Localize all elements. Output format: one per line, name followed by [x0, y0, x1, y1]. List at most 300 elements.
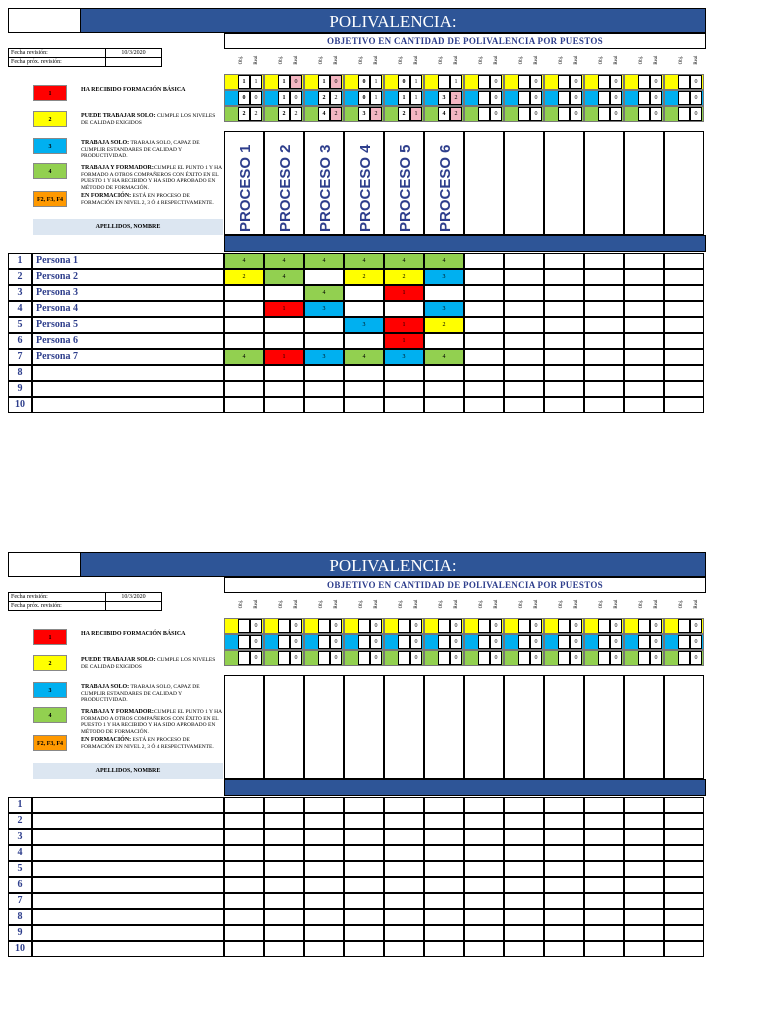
skill-level-cell[interactable] — [664, 925, 704, 941]
skill-level-cell[interactable] — [584, 381, 624, 397]
objective-obj-value[interactable]: 1 — [398, 91, 410, 105]
skill-level-cell[interactable] — [664, 909, 704, 925]
skill-level-cell[interactable] — [624, 925, 664, 941]
objective-obj-value[interactable] — [598, 75, 610, 89]
objective-obj-value[interactable] — [558, 635, 570, 649]
skill-level-cell[interactable] — [584, 909, 624, 925]
process-header-cell[interactable] — [544, 675, 584, 779]
skill-level-cell[interactable] — [264, 285, 304, 301]
skill-level-cell[interactable] — [544, 893, 584, 909]
objective-obj-value[interactable]: 1 — [278, 75, 290, 89]
skill-level-cell[interactable] — [384, 877, 424, 893]
skill-level-cell[interactable] — [304, 333, 344, 349]
skill-level-cell[interactable] — [304, 829, 344, 845]
skill-level-cell[interactable] — [424, 797, 464, 813]
skill-level-cell[interactable] — [624, 333, 664, 349]
skill-level-cell[interactable] — [384, 925, 424, 941]
skill-level-cell[interactable] — [344, 925, 384, 941]
skill-level-cell[interactable]: 2 — [424, 317, 464, 333]
process-header-cell[interactable] — [584, 675, 624, 779]
skill-level-cell[interactable] — [504, 397, 544, 413]
skill-level-cell[interactable] — [304, 925, 344, 941]
skill-level-cell[interactable] — [464, 845, 504, 861]
skill-level-cell[interactable] — [544, 845, 584, 861]
skill-level-cell[interactable] — [464, 301, 504, 317]
skill-level-cell[interactable] — [664, 253, 704, 269]
skill-level-cell[interactable] — [504, 925, 544, 941]
person-name[interactable] — [32, 829, 224, 845]
person-name[interactable] — [32, 909, 224, 925]
skill-level-cell[interactable] — [504, 797, 544, 813]
skill-level-cell[interactable] — [544, 301, 584, 317]
skill-level-cell[interactable] — [344, 877, 384, 893]
skill-level-cell[interactable] — [304, 269, 344, 285]
skill-level-cell[interactable]: 4 — [304, 285, 344, 301]
skill-level-cell[interactable] — [384, 829, 424, 845]
objective-obj-value[interactable] — [518, 651, 530, 665]
skill-level-cell[interactable] — [624, 941, 664, 957]
person-name[interactable] — [32, 845, 224, 861]
objective-obj-value[interactable] — [318, 651, 330, 665]
skill-level-cell[interactable] — [664, 829, 704, 845]
objective-obj-value[interactable]: 3 — [358, 107, 370, 121]
skill-level-cell[interactable] — [504, 349, 544, 365]
skill-level-cell[interactable] — [584, 301, 624, 317]
skill-level-cell[interactable] — [304, 877, 344, 893]
objective-obj-value[interactable]: 4 — [318, 107, 330, 121]
skill-level-cell[interactable] — [224, 893, 264, 909]
skill-level-cell[interactable] — [624, 269, 664, 285]
objective-obj-value[interactable]: 2 — [238, 107, 250, 121]
skill-level-cell[interactable] — [504, 285, 544, 301]
objective-obj-value[interactable] — [598, 107, 610, 121]
person-name[interactable] — [32, 893, 224, 909]
fecha-prox-revision-value[interactable] — [106, 602, 162, 611]
skill-level-cell[interactable] — [544, 317, 584, 333]
skill-level-cell[interactable] — [424, 893, 464, 909]
objective-obj-value[interactable]: 0 — [358, 75, 370, 89]
objective-obj-value[interactable] — [638, 107, 650, 121]
skill-level-cell[interactable] — [264, 861, 304, 877]
skill-level-cell[interactable] — [224, 797, 264, 813]
process-header-cell[interactable] — [384, 675, 424, 779]
skill-level-cell[interactable] — [504, 269, 544, 285]
objective-obj-value[interactable] — [598, 635, 610, 649]
skill-level-cell[interactable] — [224, 365, 264, 381]
process-header-cell[interactable] — [424, 131, 464, 235]
objective-obj-value[interactable]: 1 — [238, 75, 250, 89]
objective-obj-value[interactable] — [478, 635, 490, 649]
skill-level-cell[interactable] — [464, 797, 504, 813]
skill-level-cell[interactable] — [664, 941, 704, 957]
skill-level-cell[interactable] — [664, 349, 704, 365]
skill-level-cell[interactable] — [664, 877, 704, 893]
skill-level-cell[interactable] — [264, 397, 304, 413]
skill-level-cell[interactable] — [264, 925, 304, 941]
skill-level-cell[interactable] — [304, 941, 344, 957]
process-header-cell[interactable] — [664, 675, 704, 779]
skill-level-cell[interactable] — [624, 829, 664, 845]
skill-level-cell[interactable]: 1 — [384, 285, 424, 301]
objective-obj-value[interactable] — [678, 651, 690, 665]
process-header-cell[interactable] — [584, 131, 624, 235]
skill-level-cell[interactable] — [304, 365, 344, 381]
objective-obj-value[interactable] — [638, 619, 650, 633]
process-header-cell[interactable] — [304, 131, 344, 235]
skill-level-cell[interactable] — [584, 349, 624, 365]
skill-level-cell[interactable]: 4 — [264, 253, 304, 269]
skill-level-cell[interactable] — [464, 253, 504, 269]
person-name[interactable] — [32, 877, 224, 893]
skill-level-cell[interactable] — [424, 845, 464, 861]
process-header-cell[interactable] — [504, 131, 544, 235]
objective-obj-value[interactable] — [558, 91, 570, 105]
skill-level-cell[interactable] — [224, 813, 264, 829]
process-header-cell[interactable] — [224, 131, 264, 235]
objective-obj-value[interactable]: 0 — [238, 91, 250, 105]
skill-level-cell[interactable] — [544, 877, 584, 893]
skill-level-cell[interactable] — [464, 829, 504, 845]
process-header-cell[interactable] — [504, 675, 544, 779]
skill-level-cell[interactable] — [424, 861, 464, 877]
skill-level-cell[interactable] — [624, 861, 664, 877]
skill-level-cell[interactable] — [624, 397, 664, 413]
skill-level-cell[interactable] — [544, 381, 584, 397]
person-name[interactable]: Persona 7 — [32, 349, 224, 365]
skill-level-cell[interactable] — [344, 365, 384, 381]
skill-level-cell[interactable] — [544, 861, 584, 877]
skill-level-cell[interactable] — [664, 861, 704, 877]
skill-level-cell[interactable] — [344, 397, 384, 413]
skill-level-cell[interactable] — [544, 797, 584, 813]
skill-level-cell[interactable] — [264, 381, 304, 397]
skill-level-cell[interactable] — [544, 269, 584, 285]
skill-level-cell[interactable] — [664, 333, 704, 349]
skill-level-cell[interactable]: 2 — [384, 269, 424, 285]
skill-level-cell[interactable]: 3 — [304, 301, 344, 317]
person-name[interactable] — [32, 397, 224, 413]
skill-level-cell[interactable] — [424, 909, 464, 925]
skill-level-cell[interactable]: 4 — [224, 253, 264, 269]
skill-level-cell[interactable] — [344, 301, 384, 317]
skill-level-cell[interactable] — [544, 253, 584, 269]
skill-level-cell[interactable] — [384, 813, 424, 829]
skill-level-cell[interactable] — [624, 845, 664, 861]
skill-level-cell[interactable] — [624, 909, 664, 925]
skill-level-cell[interactable] — [664, 301, 704, 317]
skill-level-cell[interactable] — [424, 333, 464, 349]
objective-obj-value[interactable] — [678, 91, 690, 105]
skill-level-cell[interactable]: 3 — [344, 317, 384, 333]
process-header-cell[interactable] — [304, 675, 344, 779]
process-header-cell[interactable] — [264, 131, 304, 235]
skill-level-cell[interactable] — [624, 813, 664, 829]
skill-level-cell[interactable] — [544, 941, 584, 957]
skill-level-cell[interactable] — [384, 301, 424, 317]
skill-level-cell[interactable]: 4 — [304, 253, 344, 269]
skill-level-cell[interactable] — [224, 301, 264, 317]
skill-level-cell[interactable] — [344, 333, 384, 349]
objective-obj-value[interactable] — [278, 619, 290, 633]
process-header-cell[interactable] — [344, 131, 384, 235]
skill-level-cell[interactable] — [624, 253, 664, 269]
objective-obj-value[interactable]: 3 — [438, 91, 450, 105]
objective-obj-value[interactable] — [478, 651, 490, 665]
skill-level-cell[interactable] — [544, 925, 584, 941]
skill-level-cell[interactable] — [464, 285, 504, 301]
skill-level-cell[interactable] — [664, 381, 704, 397]
person-name[interactable] — [32, 813, 224, 829]
skill-level-cell[interactable] — [504, 381, 544, 397]
skill-level-cell[interactable] — [384, 845, 424, 861]
skill-level-cell[interactable]: 4 — [344, 253, 384, 269]
skill-level-cell[interactable] — [584, 317, 624, 333]
skill-level-cell[interactable] — [384, 381, 424, 397]
skill-level-cell[interactable] — [584, 925, 624, 941]
skill-level-cell[interactable] — [224, 381, 264, 397]
objective-obj-value[interactable] — [518, 635, 530, 649]
person-name[interactable]: Persona 4 — [32, 301, 224, 317]
skill-level-cell[interactable] — [304, 381, 344, 397]
skill-level-cell[interactable] — [304, 845, 344, 861]
skill-level-cell[interactable] — [664, 813, 704, 829]
skill-level-cell[interactable] — [504, 829, 544, 845]
person-name[interactable] — [32, 941, 224, 957]
skill-level-cell[interactable]: 4 — [424, 349, 464, 365]
skill-level-cell[interactable] — [504, 909, 544, 925]
objective-obj-value[interactable] — [558, 107, 570, 121]
objective-obj-value[interactable] — [478, 75, 490, 89]
skill-level-cell[interactable]: 1 — [384, 317, 424, 333]
skill-level-cell[interactable] — [464, 269, 504, 285]
person-name[interactable] — [32, 381, 224, 397]
skill-level-cell[interactable] — [584, 813, 624, 829]
skill-level-cell[interactable] — [424, 285, 464, 301]
skill-level-cell[interactable] — [584, 269, 624, 285]
objective-obj-value[interactable] — [518, 91, 530, 105]
objective-obj-value[interactable]: 2 — [398, 107, 410, 121]
person-name[interactable] — [32, 365, 224, 381]
skill-level-cell[interactable] — [224, 877, 264, 893]
skill-level-cell[interactable] — [544, 829, 584, 845]
skill-level-cell[interactable] — [624, 893, 664, 909]
skill-level-cell[interactable] — [504, 301, 544, 317]
objective-obj-value[interactable] — [398, 619, 410, 633]
skill-level-cell[interactable] — [584, 285, 624, 301]
objective-obj-value[interactable]: 2 — [278, 107, 290, 121]
objective-obj-value[interactable] — [438, 75, 450, 89]
skill-level-cell[interactable] — [424, 397, 464, 413]
objective-obj-value[interactable] — [598, 651, 610, 665]
skill-level-cell[interactable] — [464, 349, 504, 365]
skill-level-cell[interactable] — [544, 285, 584, 301]
skill-level-cell[interactable] — [664, 269, 704, 285]
skill-level-cell[interactable] — [504, 333, 544, 349]
skill-level-cell[interactable] — [544, 909, 584, 925]
skill-level-cell[interactable] — [544, 333, 584, 349]
skill-level-cell[interactable] — [624, 349, 664, 365]
skill-level-cell[interactable] — [504, 861, 544, 877]
skill-level-cell[interactable] — [384, 909, 424, 925]
skill-level-cell[interactable] — [504, 317, 544, 333]
skill-level-cell[interactable] — [224, 861, 264, 877]
skill-level-cell[interactable] — [624, 317, 664, 333]
skill-level-cell[interactable] — [264, 877, 304, 893]
skill-level-cell[interactable]: 3 — [384, 349, 424, 365]
person-name[interactable] — [32, 861, 224, 877]
skill-level-cell[interactable] — [424, 877, 464, 893]
skill-level-cell[interactable] — [264, 893, 304, 909]
skill-level-cell[interactable] — [224, 333, 264, 349]
skill-level-cell[interactable] — [584, 333, 624, 349]
process-header-cell[interactable] — [264, 675, 304, 779]
skill-level-cell[interactable] — [304, 893, 344, 909]
objective-obj-value[interactable]: 0 — [398, 75, 410, 89]
skill-level-cell[interactable] — [504, 813, 544, 829]
process-header-cell[interactable] — [344, 675, 384, 779]
skill-level-cell[interactable] — [224, 925, 264, 941]
objective-obj-value[interactable] — [518, 107, 530, 121]
skill-level-cell[interactable] — [384, 861, 424, 877]
skill-level-cell[interactable] — [264, 333, 304, 349]
skill-level-cell[interactable] — [344, 845, 384, 861]
objective-obj-value[interactable] — [438, 635, 450, 649]
objective-obj-value[interactable] — [438, 651, 450, 665]
objective-obj-value[interactable] — [598, 619, 610, 633]
skill-level-cell[interactable] — [584, 365, 624, 381]
process-header-cell[interactable] — [384, 131, 424, 235]
skill-level-cell[interactable] — [584, 829, 624, 845]
person-name[interactable]: Persona 6 — [32, 333, 224, 349]
skill-level-cell[interactable] — [664, 797, 704, 813]
skill-level-cell[interactable] — [624, 365, 664, 381]
skill-level-cell[interactable]: 4 — [384, 253, 424, 269]
skill-level-cell[interactable] — [464, 381, 504, 397]
skill-level-cell[interactable] — [224, 285, 264, 301]
skill-level-cell[interactable] — [344, 285, 384, 301]
skill-level-cell[interactable] — [504, 365, 544, 381]
process-header-cell[interactable] — [544, 131, 584, 235]
skill-level-cell[interactable] — [464, 813, 504, 829]
objective-obj-value[interactable] — [638, 91, 650, 105]
skill-level-cell[interactable] — [264, 797, 304, 813]
process-header-cell[interactable] — [464, 131, 504, 235]
objective-obj-value[interactable]: 0 — [358, 91, 370, 105]
objective-obj-value[interactable] — [238, 635, 250, 649]
objective-obj-value[interactable]: 2 — [318, 91, 330, 105]
skill-level-cell[interactable] — [464, 941, 504, 957]
objective-obj-value[interactable] — [358, 651, 370, 665]
process-header-cell[interactable] — [464, 675, 504, 779]
skill-level-cell[interactable] — [384, 365, 424, 381]
skill-level-cell[interactable] — [304, 813, 344, 829]
skill-level-cell[interactable] — [264, 845, 304, 861]
skill-level-cell[interactable] — [584, 253, 624, 269]
skill-level-cell[interactable] — [664, 285, 704, 301]
objective-obj-value[interactable] — [678, 75, 690, 89]
skill-level-cell[interactable] — [624, 877, 664, 893]
skill-level-cell[interactable] — [504, 893, 544, 909]
skill-level-cell[interactable] — [264, 941, 304, 957]
objective-obj-value[interactable] — [558, 75, 570, 89]
skill-level-cell[interactable] — [504, 845, 544, 861]
skill-level-cell[interactable] — [384, 941, 424, 957]
skill-level-cell[interactable] — [344, 797, 384, 813]
skill-level-cell[interactable] — [344, 381, 384, 397]
skill-level-cell[interactable] — [664, 397, 704, 413]
skill-level-cell[interactable] — [544, 365, 584, 381]
skill-level-cell[interactable] — [464, 877, 504, 893]
objective-obj-value[interactable] — [558, 619, 570, 633]
objective-obj-value[interactable]: 4 — [438, 107, 450, 121]
skill-level-cell[interactable] — [624, 381, 664, 397]
skill-level-cell[interactable] — [264, 813, 304, 829]
skill-level-cell[interactable] — [384, 893, 424, 909]
skill-level-cell[interactable] — [424, 365, 464, 381]
skill-level-cell[interactable] — [544, 813, 584, 829]
skill-level-cell[interactable] — [264, 909, 304, 925]
skill-level-cell[interactable] — [424, 941, 464, 957]
skill-level-cell[interactable]: 2 — [344, 269, 384, 285]
skill-level-cell[interactable]: 2 — [224, 269, 264, 285]
process-header-cell[interactable] — [664, 131, 704, 235]
skill-level-cell[interactable] — [624, 301, 664, 317]
skill-level-cell[interactable] — [584, 397, 624, 413]
objective-obj-value[interactable] — [238, 619, 250, 633]
objective-obj-value[interactable] — [398, 635, 410, 649]
skill-level-cell[interactable] — [424, 813, 464, 829]
skill-level-cell[interactable] — [584, 845, 624, 861]
skill-level-cell[interactable] — [304, 317, 344, 333]
objective-obj-value[interactable] — [478, 619, 490, 633]
skill-level-cell[interactable] — [344, 941, 384, 957]
skill-level-cell[interactable] — [584, 893, 624, 909]
skill-level-cell[interactable] — [664, 317, 704, 333]
skill-level-cell[interactable] — [464, 317, 504, 333]
fecha-revision-value[interactable]: 10/3/2020 — [106, 593, 162, 602]
objective-obj-value[interactable] — [318, 635, 330, 649]
skill-level-cell[interactable] — [264, 365, 304, 381]
skill-level-cell[interactable] — [464, 397, 504, 413]
skill-level-cell[interactable] — [544, 397, 584, 413]
skill-level-cell[interactable] — [304, 861, 344, 877]
objective-obj-value[interactable] — [358, 635, 370, 649]
skill-level-cell[interactable] — [344, 909, 384, 925]
objective-obj-value[interactable] — [638, 75, 650, 89]
skill-level-cell[interactable] — [424, 925, 464, 941]
skill-level-cell[interactable] — [264, 317, 304, 333]
skill-level-cell[interactable] — [344, 829, 384, 845]
process-header-cell[interactable] — [424, 675, 464, 779]
objective-obj-value[interactable] — [358, 619, 370, 633]
fecha-revision-value[interactable]: 10/3/2020 — [106, 49, 162, 58]
person-name[interactable] — [32, 925, 224, 941]
objective-obj-value[interactable] — [278, 651, 290, 665]
process-header-cell[interactable] — [624, 131, 664, 235]
objective-obj-value[interactable] — [518, 75, 530, 89]
skill-level-cell[interactable] — [224, 397, 264, 413]
skill-level-cell[interactable] — [304, 909, 344, 925]
skill-level-cell[interactable] — [544, 349, 584, 365]
objective-obj-value[interactable] — [678, 619, 690, 633]
skill-level-cell[interactable]: 3 — [424, 301, 464, 317]
skill-level-cell[interactable] — [344, 813, 384, 829]
skill-level-cell[interactable]: 4 — [424, 253, 464, 269]
objective-obj-value[interactable] — [478, 91, 490, 105]
skill-level-cell[interactable]: 1 — [384, 333, 424, 349]
objective-obj-value[interactable]: 1 — [278, 91, 290, 105]
skill-level-cell[interactable]: 1 — [264, 301, 304, 317]
